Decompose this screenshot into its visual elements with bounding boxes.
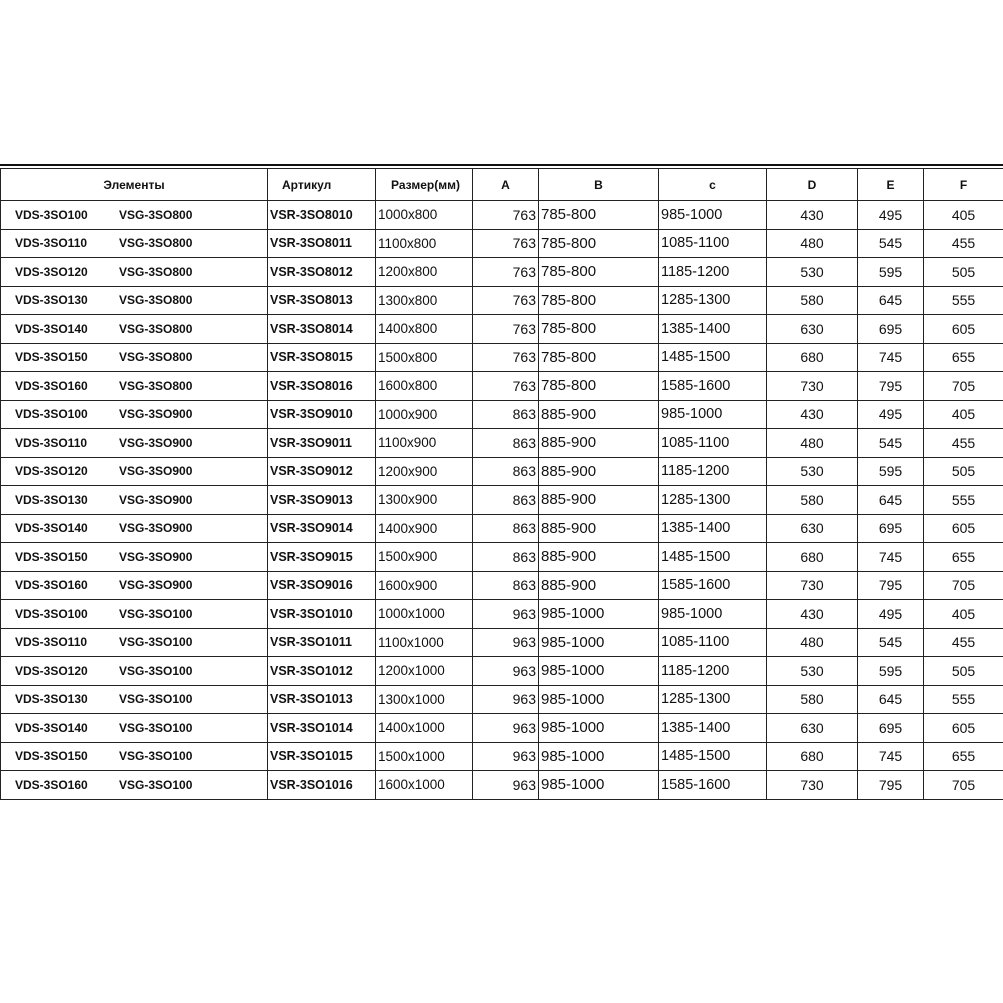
dim-e-cell: 795 — [858, 771, 924, 800]
dim-d-cell: 680 — [767, 543, 858, 572]
dim-e-cell: 595 — [858, 457, 924, 486]
dim-d-cell: 630 — [767, 315, 858, 344]
glass-element-code: VSG-3SO800 — [119, 293, 193, 308]
table-row — [1, 657, 1003, 686]
elements-cell — [1, 429, 268, 458]
dim-c-cell: 1285-1300 — [659, 685, 767, 714]
dim-b-cell: 985-1000 — [539, 742, 659, 771]
dim-f-cell: 655 — [924, 343, 1003, 372]
door-element-code: VDS-3SO130 — [15, 492, 88, 507]
table-row — [1, 514, 1003, 543]
dim-f-cell: 655 — [924, 742, 1003, 771]
table-row — [1, 372, 1003, 401]
table-row — [1, 286, 1003, 315]
glass-element-code: VSG-3SO100 — [119, 720, 193, 735]
dim-d-cell: 730 — [767, 771, 858, 800]
dim-f-cell: 555 — [924, 286, 1003, 315]
door-element-code: VDS-3SO110 — [15, 435, 88, 450]
dim-b-cell: 985-1000 — [539, 771, 659, 800]
dim-c-cell: 985-1000 — [659, 400, 767, 429]
elements-cell — [1, 486, 268, 515]
dim-e-cell: 595 — [858, 657, 924, 686]
article-cell: VSR-3SO8012 — [268, 258, 376, 287]
dim-a-cell: 763 — [473, 372, 539, 401]
table-row — [1, 543, 1003, 572]
dim-b-cell: 885-900 — [539, 400, 659, 429]
dim-e-cell: 795 — [858, 571, 924, 600]
header-row — [1, 169, 1003, 201]
elements-cell — [1, 685, 268, 714]
article-cell: VSR-3SO1014 — [268, 714, 376, 743]
article-cell: VSR-3SO1011 — [268, 628, 376, 657]
dim-a-cell: 863 — [473, 486, 539, 515]
dim-f-cell: 505 — [924, 258, 1003, 287]
dim-f-cell: 505 — [924, 457, 1003, 486]
dim-a-cell: 863 — [473, 457, 539, 486]
dim-f-cell: 455 — [924, 628, 1003, 657]
dim-e-cell: 745 — [858, 742, 924, 771]
header-elements: Элементы — [1, 169, 268, 201]
size-cell: 1000x900 — [376, 400, 473, 429]
elements-cell — [1, 372, 268, 401]
dim-a-cell: 763 — [473, 286, 539, 315]
glass-element-code: VSG-3SO800 — [119, 321, 193, 336]
door-element-code: VDS-3SO120 — [15, 464, 88, 479]
dim-a-cell: 763 — [473, 229, 539, 258]
dim-d-cell: 530 — [767, 258, 858, 287]
dim-d-cell: 480 — [767, 429, 858, 458]
article-cell: VSR-3SO9015 — [268, 543, 376, 572]
dim-c-cell: 1585-1600 — [659, 571, 767, 600]
elements-cell — [1, 286, 268, 315]
dim-c-cell: 1185-1200 — [659, 657, 767, 686]
article-cell: VSR-3SO8015 — [268, 343, 376, 372]
dim-a-cell: 763 — [473, 343, 539, 372]
glass-element-code: VSG-3SO900 — [119, 578, 193, 593]
article-cell: VSR-3SO8016 — [268, 372, 376, 401]
table-row — [1, 600, 1003, 629]
glass-element-code: VSG-3SO800 — [119, 378, 193, 393]
glass-element-code: VSG-3SO900 — [119, 464, 193, 479]
glass-element-code: VSG-3SO100 — [119, 777, 193, 792]
dim-a-cell: 963 — [473, 742, 539, 771]
glass-element-code: VSG-3SO100 — [119, 692, 193, 707]
door-element-code: VDS-3SO110 — [15, 635, 88, 650]
dim-f-cell: 455 — [924, 229, 1003, 258]
table-row — [1, 229, 1003, 258]
header-size: Размер(мм) — [376, 169, 473, 201]
dim-b-cell: 885-900 — [539, 571, 659, 600]
size-cell: 1600x800 — [376, 372, 473, 401]
dim-c-cell: 1385-1400 — [659, 315, 767, 344]
dim-e-cell: 495 — [858, 201, 924, 230]
article-cell: VSR-3SO1013 — [268, 685, 376, 714]
elements-cell — [1, 628, 268, 657]
dim-d-cell: 480 — [767, 628, 858, 657]
glass-element-code: VSG-3SO900 — [119, 521, 193, 536]
dim-d-cell: 580 — [767, 685, 858, 714]
dim-a-cell: 763 — [473, 201, 539, 230]
door-element-code: VDS-3SO120 — [15, 264, 88, 279]
header-article: Артикул — [268, 169, 376, 201]
dim-c-cell: 1485-1500 — [659, 742, 767, 771]
dim-a-cell: 863 — [473, 429, 539, 458]
dim-e-cell: 645 — [858, 286, 924, 315]
dim-a-cell: 863 — [473, 571, 539, 600]
article-cell: VSR-3SO9012 — [268, 457, 376, 486]
dim-b-cell: 785-800 — [539, 372, 659, 401]
dim-b-cell: 985-1000 — [539, 628, 659, 657]
door-element-code: VDS-3SO100 — [15, 207, 88, 222]
table-row — [1, 571, 1003, 600]
size-cell: 1100x800 — [376, 229, 473, 258]
dim-e-cell: 695 — [858, 315, 924, 344]
dim-b-cell: 885-900 — [539, 457, 659, 486]
door-element-code: VDS-3SO110 — [15, 236, 88, 251]
dim-f-cell: 505 — [924, 657, 1003, 686]
dim-a-cell: 863 — [473, 514, 539, 543]
dim-a-cell: 963 — [473, 600, 539, 629]
article-cell: VSR-3SO8014 — [268, 315, 376, 344]
dim-d-cell: 680 — [767, 742, 858, 771]
dim-d-cell: 480 — [767, 229, 858, 258]
header-a: A — [473, 169, 539, 201]
dim-a-cell: 763 — [473, 315, 539, 344]
elements-cell — [1, 742, 268, 771]
article-cell: VSR-3SO1010 — [268, 600, 376, 629]
glass-element-code: VSG-3SO800 — [119, 236, 193, 251]
table-row — [1, 343, 1003, 372]
size-cell: 1100x1000 — [376, 628, 473, 657]
dim-f-cell: 705 — [924, 771, 1003, 800]
article-cell: VSR-3SO9010 — [268, 400, 376, 429]
dim-c-cell: 1485-1500 — [659, 543, 767, 572]
size-cell: 1200x900 — [376, 457, 473, 486]
elements-cell — [1, 258, 268, 287]
dim-f-cell: 455 — [924, 429, 1003, 458]
door-element-code: VDS-3SO130 — [15, 692, 88, 707]
dim-f-cell: 655 — [924, 543, 1003, 572]
dim-e-cell: 795 — [858, 372, 924, 401]
door-element-code: VDS-3SO160 — [15, 777, 88, 792]
article-cell: VSR-3SO8011 — [268, 229, 376, 258]
dim-d-cell: 580 — [767, 286, 858, 315]
door-element-code: VDS-3SO140 — [15, 720, 88, 735]
dim-e-cell: 695 — [858, 514, 924, 543]
dim-f-cell: 405 — [924, 201, 1003, 230]
dim-e-cell: 545 — [858, 429, 924, 458]
table-row — [1, 400, 1003, 429]
dim-c-cell: 985-1000 — [659, 600, 767, 629]
door-element-code: VDS-3SO150 — [15, 749, 88, 764]
elements-cell — [1, 771, 268, 800]
dim-c-cell: 985-1000 — [659, 201, 767, 230]
elements-cell — [1, 514, 268, 543]
spec-table — [0, 168, 1003, 800]
dim-a-cell: 963 — [473, 685, 539, 714]
dim-c-cell: 1585-1600 — [659, 372, 767, 401]
article-cell: VSR-3SO8013 — [268, 286, 376, 315]
table-row — [1, 714, 1003, 743]
dim-a-cell: 963 — [473, 628, 539, 657]
dim-b-cell: 985-1000 — [539, 714, 659, 743]
size-cell: 1400x900 — [376, 514, 473, 543]
elements-cell — [1, 571, 268, 600]
glass-element-code: VSG-3SO900 — [119, 492, 193, 507]
dim-c-cell: 1085-1100 — [659, 229, 767, 258]
dim-c-cell: 1285-1300 — [659, 286, 767, 315]
dim-b-cell: 885-900 — [539, 514, 659, 543]
dim-e-cell: 545 — [858, 628, 924, 657]
dim-e-cell: 645 — [858, 486, 924, 515]
header-b: B — [539, 169, 659, 201]
door-element-code: VDS-3SO120 — [15, 663, 88, 678]
size-cell: 1200x1000 — [376, 657, 473, 686]
dim-f-cell: 555 — [924, 486, 1003, 515]
dim-f-cell: 705 — [924, 571, 1003, 600]
size-cell: 1400x800 — [376, 315, 473, 344]
dim-e-cell: 645 — [858, 685, 924, 714]
size-cell: 1200x800 — [376, 258, 473, 287]
header-f: F — [924, 169, 1003, 201]
door-element-code: VDS-3SO100 — [15, 407, 88, 422]
door-element-code: VDS-3SO160 — [15, 578, 88, 593]
dim-b-cell: 985-1000 — [539, 600, 659, 629]
table-row — [1, 258, 1003, 287]
glass-element-code: VSG-3SO100 — [119, 663, 193, 678]
glass-element-code: VSG-3SO100 — [119, 606, 193, 621]
dim-e-cell: 695 — [858, 714, 924, 743]
door-element-code: VDS-3SO150 — [15, 549, 88, 564]
elements-cell — [1, 657, 268, 686]
dim-d-cell: 530 — [767, 457, 858, 486]
article-cell: VSR-3SO8010 — [268, 201, 376, 230]
glass-element-code: VSG-3SO800 — [119, 264, 193, 279]
glass-element-code: VSG-3SO800 — [119, 350, 193, 365]
door-element-code: VDS-3SO100 — [15, 606, 88, 621]
table-top-rule — [0, 164, 1003, 166]
dim-f-cell: 605 — [924, 514, 1003, 543]
dim-c-cell: 1085-1100 — [659, 628, 767, 657]
dim-a-cell: 763 — [473, 258, 539, 287]
size-cell: 1500x1000 — [376, 742, 473, 771]
dim-b-cell: 785-800 — [539, 229, 659, 258]
elements-cell — [1, 457, 268, 486]
dim-b-cell: 985-1000 — [539, 657, 659, 686]
dim-e-cell: 495 — [858, 400, 924, 429]
dim-a-cell: 963 — [473, 771, 539, 800]
dim-b-cell: 785-800 — [539, 315, 659, 344]
glass-element-code: VSG-3SO100 — [119, 635, 193, 650]
glass-element-code: VSG-3SO900 — [119, 549, 193, 564]
table-row — [1, 628, 1003, 657]
glass-element-code: VSG-3SO800 — [119, 207, 193, 222]
door-element-code: VDS-3SO150 — [15, 350, 88, 365]
door-element-code: VDS-3SO160 — [15, 378, 88, 393]
table-row — [1, 685, 1003, 714]
glass-element-code: VSG-3SO900 — [119, 435, 193, 450]
size-cell: 1100x900 — [376, 429, 473, 458]
size-cell: 1000x800 — [376, 201, 473, 230]
size-cell: 1500x900 — [376, 543, 473, 572]
door-element-code: VDS-3SO130 — [15, 293, 88, 308]
dim-d-cell: 580 — [767, 486, 858, 515]
elements-cell — [1, 201, 268, 230]
elements-cell — [1, 400, 268, 429]
header-d: D — [767, 169, 858, 201]
elements-cell — [1, 315, 268, 344]
dim-c-cell: 1585-1600 — [659, 771, 767, 800]
dim-d-cell: 430 — [767, 201, 858, 230]
dim-f-cell: 705 — [924, 372, 1003, 401]
dim-f-cell: 605 — [924, 714, 1003, 743]
size-cell: 1500x800 — [376, 343, 473, 372]
size-cell: 1300x800 — [376, 286, 473, 315]
dim-c-cell: 1485-1500 — [659, 343, 767, 372]
table-body — [1, 201, 1003, 800]
dim-e-cell: 745 — [858, 343, 924, 372]
size-cell: 1600x900 — [376, 571, 473, 600]
table-row — [1, 486, 1003, 515]
dim-f-cell: 555 — [924, 685, 1003, 714]
dim-b-cell: 885-900 — [539, 543, 659, 572]
dim-e-cell: 595 — [858, 258, 924, 287]
dim-a-cell: 963 — [473, 657, 539, 686]
table-row — [1, 457, 1003, 486]
dim-d-cell: 430 — [767, 600, 858, 629]
article-cell: VSR-3SO9011 — [268, 429, 376, 458]
door-element-code: VDS-3SO140 — [15, 521, 88, 536]
dim-a-cell: 863 — [473, 543, 539, 572]
dim-b-cell: 785-800 — [539, 286, 659, 315]
dim-c-cell: 1185-1200 — [659, 258, 767, 287]
article-cell: VSR-3SO1016 — [268, 771, 376, 800]
dim-c-cell: 1085-1100 — [659, 429, 767, 458]
size-cell: 1000x1000 — [376, 600, 473, 629]
article-cell: VSR-3SO9013 — [268, 486, 376, 515]
dim-d-cell: 730 — [767, 571, 858, 600]
dim-c-cell: 1385-1400 — [659, 514, 767, 543]
article-cell: VSR-3SO1012 — [268, 657, 376, 686]
header-e: E — [858, 169, 924, 201]
dim-f-cell: 405 — [924, 400, 1003, 429]
dim-b-cell: 785-800 — [539, 201, 659, 230]
dim-a-cell: 963 — [473, 714, 539, 743]
dim-b-cell: 785-800 — [539, 343, 659, 372]
dim-d-cell: 730 — [767, 372, 858, 401]
dim-b-cell: 885-900 — [539, 429, 659, 458]
glass-element-code: VSG-3SO900 — [119, 407, 193, 422]
dim-c-cell: 1385-1400 — [659, 714, 767, 743]
dim-b-cell: 785-800 — [539, 258, 659, 287]
elements-cell — [1, 714, 268, 743]
elements-cell — [1, 600, 268, 629]
dim-f-cell: 605 — [924, 315, 1003, 344]
table-row — [1, 771, 1003, 800]
dim-d-cell: 630 — [767, 714, 858, 743]
article-cell: VSR-3SO9016 — [268, 571, 376, 600]
dim-e-cell: 745 — [858, 543, 924, 572]
dim-b-cell: 985-1000 — [539, 685, 659, 714]
elements-cell — [1, 343, 268, 372]
dim-d-cell: 680 — [767, 343, 858, 372]
glass-element-code: VSG-3SO100 — [119, 749, 193, 764]
dim-e-cell: 545 — [858, 229, 924, 258]
size-cell: 1300x1000 — [376, 685, 473, 714]
table-row — [1, 429, 1003, 458]
door-element-code: VDS-3SO140 — [15, 321, 88, 336]
article-cell: VSR-3SO1015 — [268, 742, 376, 771]
size-cell: 1300x900 — [376, 486, 473, 515]
dim-d-cell: 530 — [767, 657, 858, 686]
header-c: c — [659, 169, 767, 201]
article-cell: VSR-3SO9014 — [268, 514, 376, 543]
dim-d-cell: 630 — [767, 514, 858, 543]
table-row — [1, 315, 1003, 344]
dim-a-cell: 863 — [473, 400, 539, 429]
dim-f-cell: 405 — [924, 600, 1003, 629]
dim-c-cell: 1185-1200 — [659, 457, 767, 486]
dim-c-cell: 1285-1300 — [659, 486, 767, 515]
dim-b-cell: 885-900 — [539, 486, 659, 515]
dim-d-cell: 430 — [767, 400, 858, 429]
elements-cell — [1, 229, 268, 258]
size-cell: 1600x1000 — [376, 771, 473, 800]
elements-cell — [1, 543, 268, 572]
dim-e-cell: 495 — [858, 600, 924, 629]
size-cell: 1400x1000 — [376, 714, 473, 743]
table-row — [1, 201, 1003, 230]
table-row — [1, 742, 1003, 771]
